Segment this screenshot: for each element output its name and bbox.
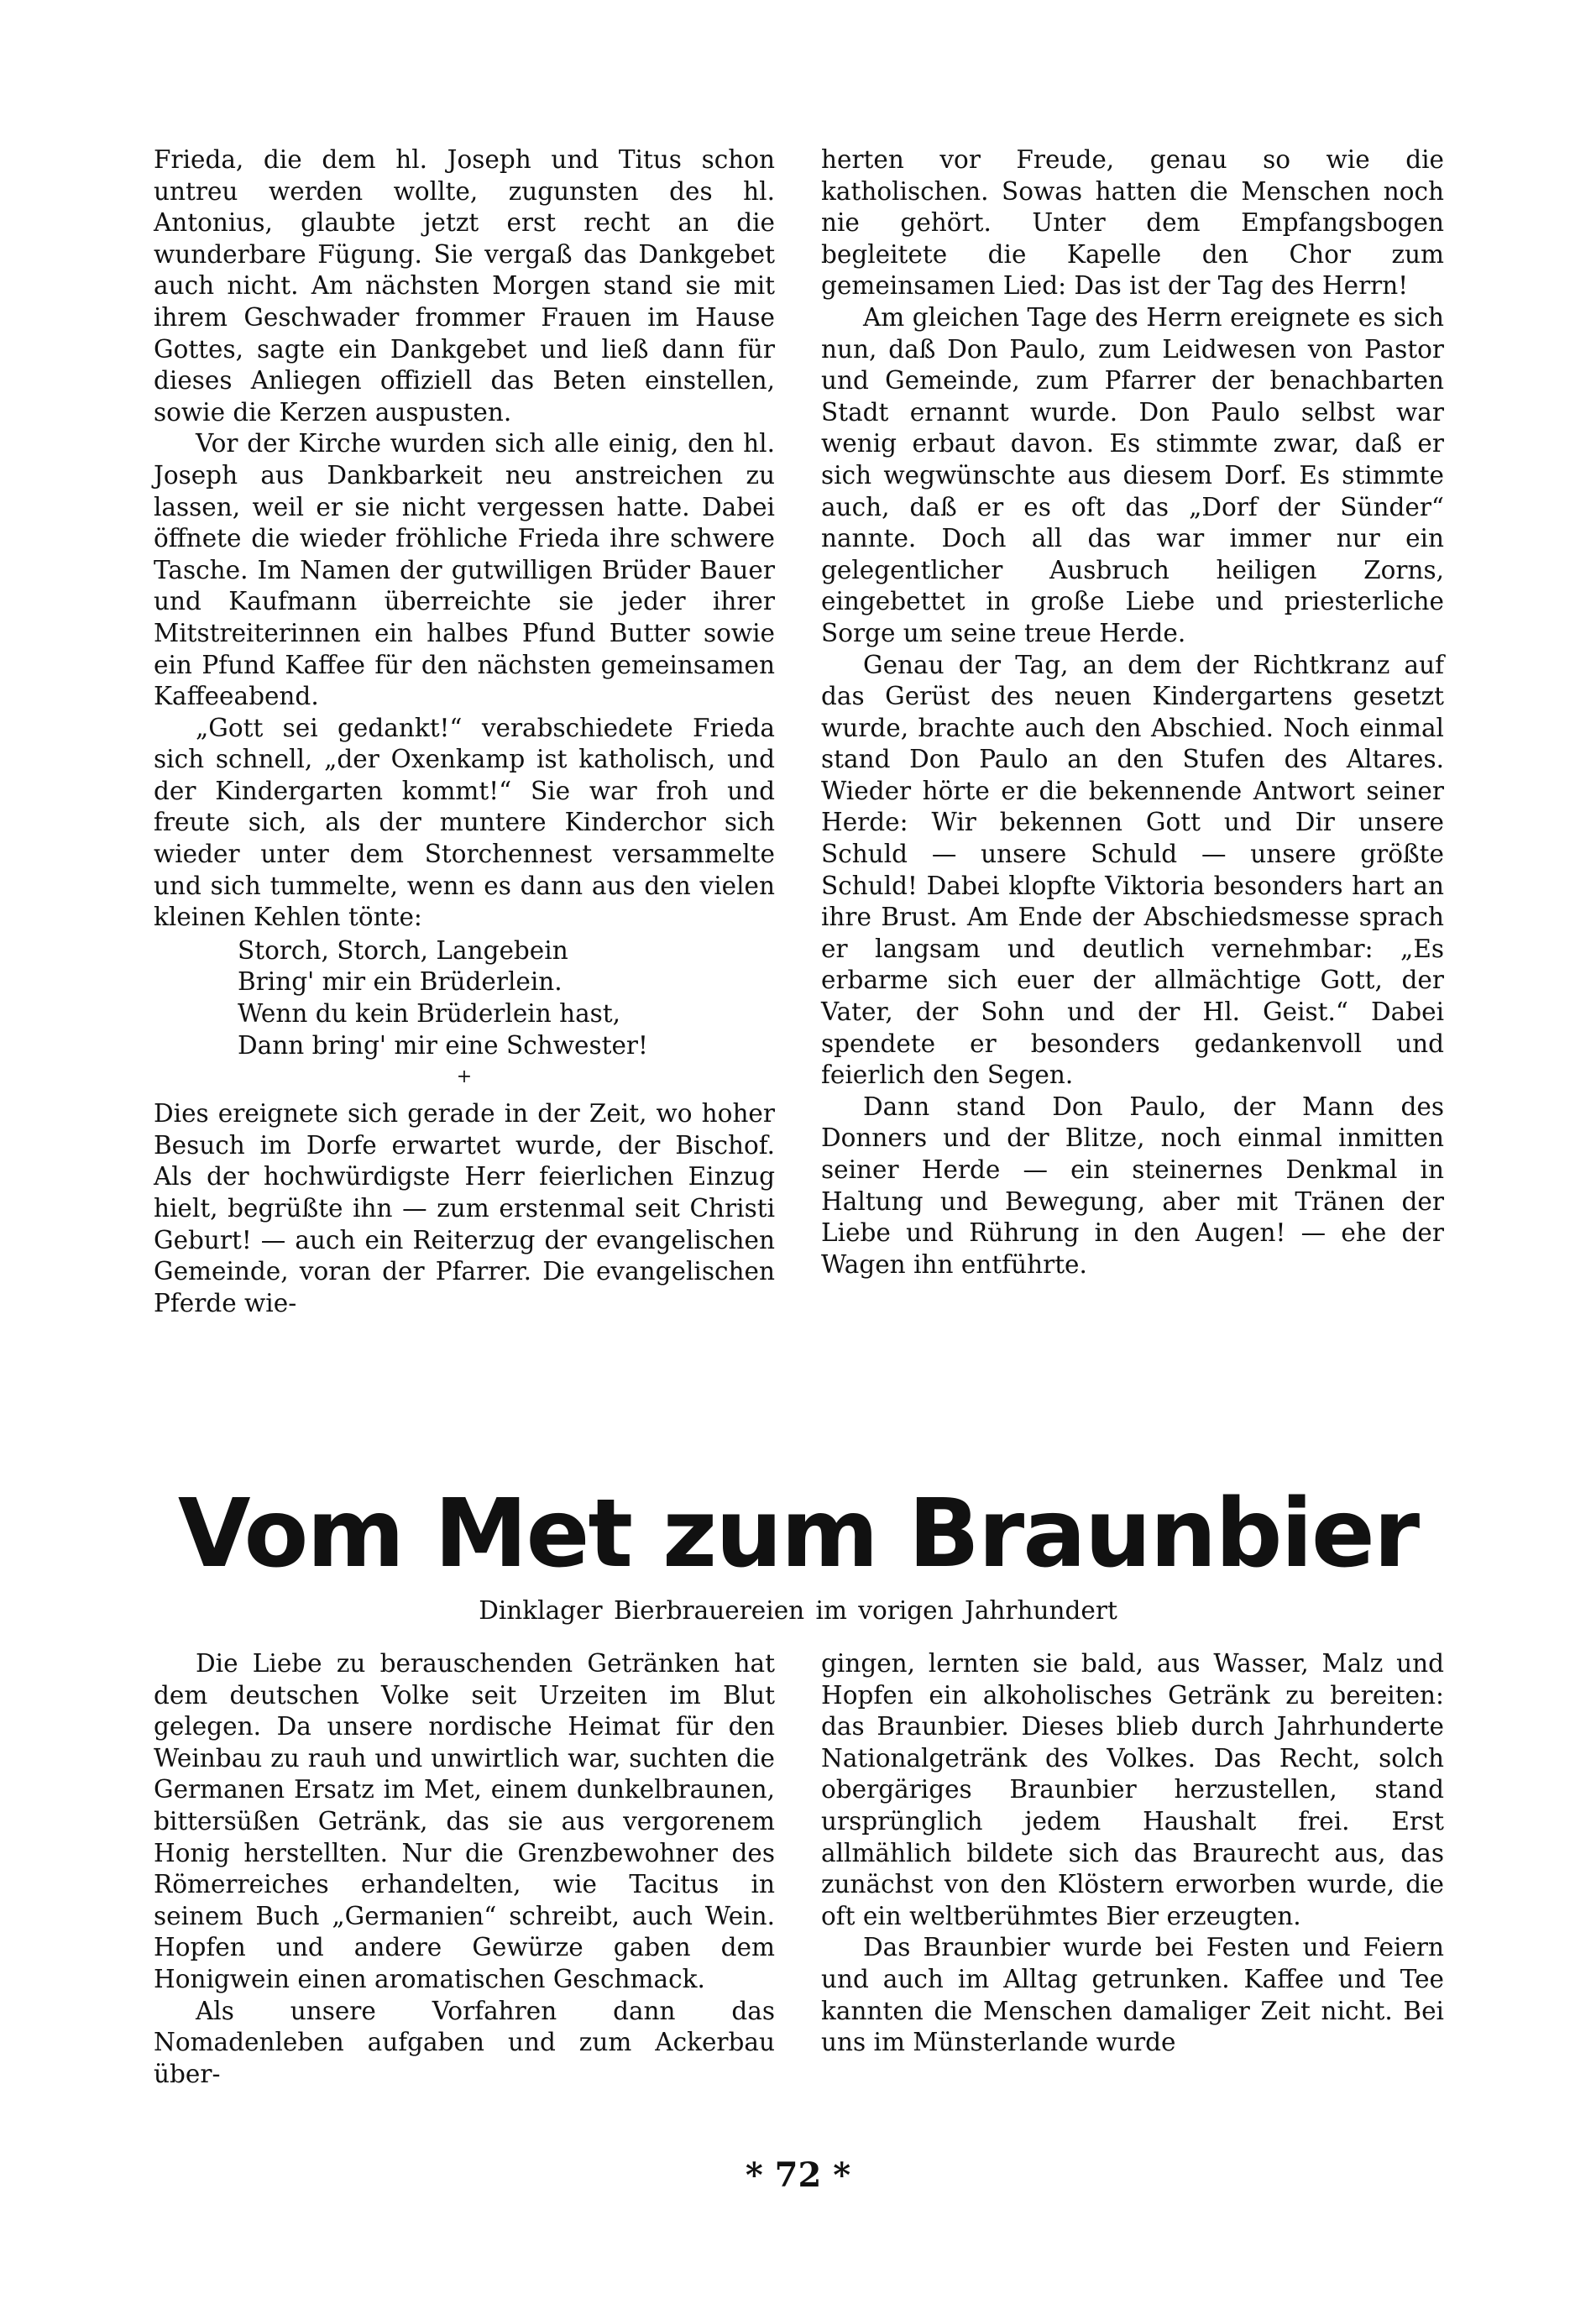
paragraph: Das Braunbier wurde bei Festen und Feiern und auch im Alltag getrunken. Kaffee und Tee kannten die Menschen damaliger Zeit nicht. Bei uns im Münsterlande wurde — [821, 1933, 1444, 2057]
article1-right-column — [821, 144, 1444, 1280]
paragraph: Dann stand Don Paulo, der Mann des Donners und der Blitze, noch einmal inmitten seiner Herde — ein steinernes Denkmal in Haltung und Bewegung, aber mit Tränen der Liebe und Rührung in den Augen! — ehe der Wagen ihn entführte. — [821, 1092, 1444, 1279]
paragraph: herten vor Freude, genau so wie die katholischen. Sowas hatten die Menschen noch nie gehört. Unter dem Empfangsbogen begleitete die Kapelle den Chor zum gemeinsamen Lied: Das ist der Tag des Herrn! — [821, 145, 1444, 301]
paragraph: Als unsere Vorfahren dann das Nomadenleben aufgaben und zum Ackerbau über- — [154, 1996, 775, 2088]
article1-left-column — [154, 144, 775, 1319]
paragraph: Genau der Tag, an dem der Richtkranz auf das Gerüst des neuen Kindergartens gesetzt wurde, brachte auch den Abschied. Noch einmal stand Don Paulo an den Stufen des Altares. Wieder hörte er die bekennende Antwort seiner Herde: Wir bekennen Gott und Dir unsere Schuld — unsere Schuld — unsere größte Schuld! Dabei klopfte Viktoria besonders hart an ihre Brust. Am Ende der Abschiedsmesse sprach er langsam und deutlich vernehmbar: „Es erbarme sich euer der allmächtige Gott, der Vater, der Sohn und der Hl. Geist.“ Dabei spendete er besonders gedankenvoll und feierlich den Segen. — [821, 650, 1444, 1090]
article2-left-column — [154, 1648, 775, 2090]
paragraph: Am gleichen Tage des Herrn ereignete es sich nun, daß Don Paulo, zum Leidwesen von Pastor und Gemeinde, zum Pfarrer der benachbarten Stadt ernannt wurde. Don Paulo selbst war wenig erbaut davon. Es stimmte zwar, daß er sich wegwünschte aus diesem Dorf. Es stimmte auch, daß er es oft das „Dorf der Sünder“ nannte. Doch all das war immer nur ein gelegentlicher Ausbruch heiligen Zorns, eingebettet in große Liebe und priesterliche Sorge um seine treue Herde. — [821, 302, 1444, 647]
poem-line: Bring' mir ein Brüderlein. — [238, 967, 563, 997]
poem — [238, 935, 775, 1061]
paragraph: Frieda, die dem hl. Joseph und Titus schon untreu werden wollte, zugunsten des hl. Antonius, glaubte jetzt erst recht an die wunderbare Fügung. Sie vergaß das Dankgebet auch nicht. Am nächsten Morgen stand sie mit ihrem Geschwader frommer Frauen im Hause Gottes, sagte ein Dankgebet und ließ dann für dieses Anliegen offiziell das Beten einstellen, sowie die Kerzen auspusten. — [154, 145, 775, 427]
article-headline: Vom Met zum Braunbier — [177, 1479, 1419, 1589]
section-separator: + — [456, 1066, 473, 1088]
article-subtitle: Dinklager Bierbrauereien im vorigen Jahrhundert — [479, 1596, 1117, 1625]
paragraph: „Gott sei gedankt!“ verabschiedete Frieda sich schnell, „der Oxenkamp ist katholisch, und der Kindergarten kommt!“ Sie war froh und freute sich, als der muntere Kinderchor sich wieder unter dem Storchennest versammelte und sich tummelte, wenn es dann aus den vielen kleinen Kehlen tönte: — [154, 713, 775, 932]
article2-right-column — [821, 1648, 1444, 2059]
poem-line: Wenn du kein Brüderlein hast, — [238, 999, 621, 1029]
poem-line: Dann bring' mir eine Schwester! — [238, 1030, 648, 1060]
paragraph: gingen, lernten sie bald, aus Wasser, Malz und Hopfen ein alkoholisches Getränk zu bereiten: das Braunbier. Dieses blieb durch Jahrhunderte Nationalgetränk des Volkes. Das Recht, solch obergäriges Braunbier herzustellen, stand ursprünglich jedem Haushalt frei. Erst allmählich bildete sich das Braurecht aus, das zunächst von den Klöstern erworben wurde, die oft ein weltberühmtes Bier erzeugten. — [821, 1649, 1444, 1930]
page-number: * 72 * — [745, 2155, 851, 2195]
paragraph: Die Liebe zu berauschenden Getränken hat dem deutschen Volke seit Urzeiten im Blut gelegen. Da unsere nordische Heimat für den Weinbau zu rauh und unwirtlich war, suchten die Germanen Ersatz im Met, einem dunkelbraunen, bittersüßen Getränk, das sie aus vergorenem Honig herstellten. Nur die Grenzbewohner des Römerreiches erhandelten, wie Tacitus in seinem Buch „Germanien“ schreibt, auch Wein. Hopfen und andere Gewürze gaben dem Honigwein einen aromatischen Geschmack. — [154, 1649, 775, 1993]
paragraph: Vor der Kirche wurden sich alle einig, den hl. Joseph aus Dankbarkeit neu anstreichen zu lassen, weil er sie nicht vergessen hatte. Dabei öffnete die wieder fröhliche Frieda ihre schwere Tasche. Im Namen der gutwilligen Brüder Bauer und Kaufmann überreichte sie jeder ihrer Mitstreiterinnen ein halbes Pfund Butter sowie ein Pfund Kaffee für den nächsten gemeinsamen Kaffeeabend. — [154, 429, 775, 711]
paragraph: Dies ereignete sich gerade in der Zeit, wo hoher Besuch im Dorfe erwartet wurde, der Bischof. Als der hochwürdigste Herr feierlichen Einzug hielt, begrüßte ihn — zum erstenmal seit Christi Geburt! — auch ein Reiterzug der evangelischen Gemeinde, voran der Pfarrer. Die evangelischen Pferde wie- — [154, 1099, 775, 1317]
poem-line: Storch, Storch, Langebein — [238, 935, 568, 965]
